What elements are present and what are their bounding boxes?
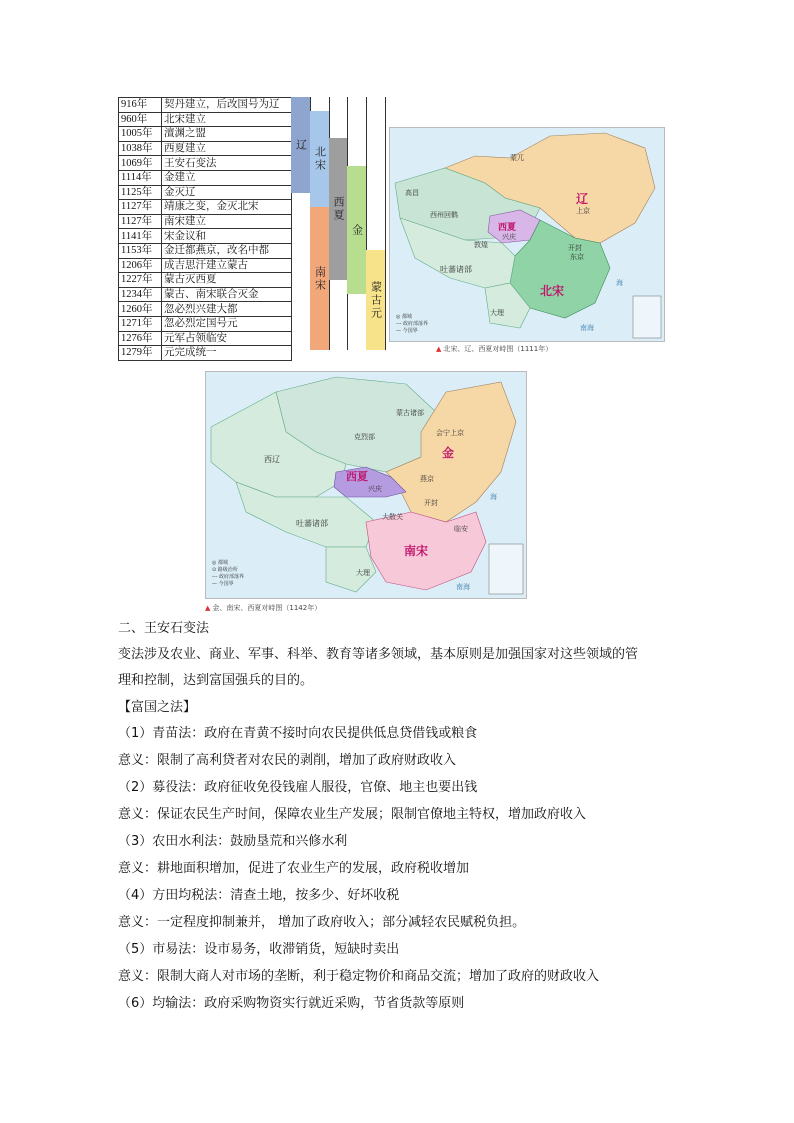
map2-label-nanhai: 南海 (456, 583, 470, 591)
map2-label-tubo: 吐蕃诸部 (296, 519, 328, 528)
line-2: 意义：限制了高利贷者对农民的剥削，增加了政府财政收入 (118, 753, 457, 768)
bar-beisong: 北宋 (310, 111, 329, 207)
timeline-event: 元完成统一 (162, 346, 292, 361)
timeline-year: 1153年 (119, 243, 162, 258)
map1-label-xizhou: 西州回鹘 (430, 211, 458, 219)
timeline-event: 西夏建立 (162, 141, 292, 156)
timeline-row (119, 214, 292, 229)
map1-label-dongjing: 东京 (570, 253, 584, 261)
timeline-event: 忽必烈兴建大都 (162, 302, 292, 317)
timeline-row (119, 98, 292, 113)
timeline-row (119, 287, 292, 302)
line-11: （6）均输法：政府采购物资实行就近采购，节省货款等原则 (118, 996, 465, 1011)
map1-label-hai: 海 (616, 279, 623, 287)
line-6: 意义：耕地面积增加，促进了农业生产的发展，政府税收增加 (118, 861, 470, 876)
timeline-event: 契丹建立，后改国号为辽 (162, 98, 292, 113)
timeline-year: 1227年 (119, 273, 162, 288)
map1-label-beisong: 北宋 (540, 284, 565, 298)
timeline-year: 1114年 (119, 170, 162, 185)
map-northern-song (389, 127, 665, 342)
line-3: （2）募役法：政府征收免役钱雇人服役，官僚、地主也要出钱 (118, 780, 478, 795)
map1-legend: ◎ 都城 --- 政府部落界 — 今国界 (396, 314, 429, 334)
timeline-event: 金迁都燕京，改名中都 (162, 243, 292, 258)
timeline-event: 金灭辽 (162, 185, 292, 200)
timeline-row (119, 331, 292, 346)
map1-label-xingqing: 兴庆 (502, 233, 516, 241)
map1-caption: ▲ 北宋、辽、西夏对峙图（1111年） (436, 345, 553, 353)
bar-jin: 金 (347, 166, 366, 294)
timeline-event: 靖康之变，金灭北宋 (162, 200, 292, 215)
timeline-year: 1279年 (119, 346, 162, 361)
timeline-event: 忽必烈定国号元 (162, 316, 292, 331)
timeline-year: 1276年 (119, 331, 162, 346)
line-10: 意义：限制大商人对市场的垄断，利于稳定物价和商品交流；增加了政府的财政收入 (118, 969, 600, 984)
map2-label-mengu: 蒙古诸部 (396, 409, 424, 417)
map-southern-song-drawing (206, 372, 526, 598)
timeline-event: 成吉思汗建立蒙古 (162, 258, 292, 273)
map1-label-dunhuang: 敦煌 (474, 241, 488, 249)
timeline-row (119, 346, 292, 361)
timeline-row (119, 316, 292, 331)
map1-label-mengwu: 蒙兀 (510, 154, 524, 162)
timeline-event: 南宋建立 (162, 214, 292, 229)
map1-label-dali: 大理 (490, 309, 504, 317)
subheading: 【富国之法】 (118, 700, 197, 715)
map1-label-shangjing: 上京 (576, 207, 590, 215)
timeline-event: 金建立 (162, 170, 292, 185)
line-5: （3）农田水利法：鼓励垦荒和兴修水利 (118, 834, 348, 849)
intro-line-2: 理和控制，达到富国强兵的目的。 (118, 673, 314, 688)
timeline-row (119, 229, 292, 244)
timeline-row (119, 141, 292, 156)
timeline-row (119, 127, 292, 142)
map2-label-nansong: 南宋 (404, 544, 429, 558)
map2-label-linan: 临安 (454, 525, 468, 533)
timeline-row (119, 243, 292, 258)
timeline-year: 1234年 (119, 287, 162, 302)
line-4: 意义：保证农民生产时间，保障农业生产发展；限制官僚地主特权，增加政府收入 (118, 807, 587, 822)
map2-label-xixia: 西夏 (346, 470, 368, 483)
timeline-year: 1271年 (119, 316, 162, 331)
bar-mengyuan: 蒙古元 (366, 250, 385, 350)
map2-legend: ◎ 都城 ⊙ 路级治所 --- 政府部落界 — 今国界 (212, 560, 245, 587)
timeline-year: 1141年 (119, 229, 162, 244)
dynasty-bars (291, 97, 385, 350)
timeline-year: 1127年 (119, 214, 162, 229)
map2-label-xiliao: 西辽 (264, 455, 280, 464)
map1-label-gaochang: 高昌 (405, 189, 419, 197)
timeline-event: 蒙古、南宋联合灭金 (162, 287, 292, 302)
timeline-row (119, 112, 292, 127)
timeline-table (118, 97, 292, 361)
map1-label-nanhai: 南海 (580, 324, 594, 332)
map2-label-xingqing: 兴庆 (368, 485, 382, 493)
timeline-year: 1069年 (119, 156, 162, 171)
map2-label-hai: 海 (490, 493, 497, 501)
timeline-year: 960年 (119, 112, 162, 127)
timeline-event: 澶渊之盟 (162, 127, 292, 142)
timeline-row (119, 156, 292, 171)
map1-label-kaifeng: 开封 (568, 244, 582, 252)
line-8: 意义：一定程度抑制兼并， 增加了政府收入；部分减轻农民赋税负担。 (118, 915, 526, 930)
timeline-row (119, 273, 292, 288)
map2-label-kelie: 克烈部 (354, 433, 375, 441)
map1-label-liao: 辽 (576, 192, 589, 206)
timeline-row (119, 302, 292, 317)
timeline-year: 1206年 (119, 258, 162, 273)
section-heading: 二、王安石变法 (118, 621, 210, 636)
line-1: （1）青苗法：政府在青黄不接时向农民提供低息贷借钱或粮食 (118, 726, 478, 741)
timeline-row (119, 200, 292, 215)
map2-label-shangjing: 会宁上京 (436, 429, 464, 437)
map2-label-yanjing: 燕京 (420, 475, 434, 483)
bar-liao: 辽 (291, 97, 310, 193)
bar-xixia: 西夏 (329, 138, 347, 280)
map2-caption: ▲ 金、南宋、西夏对峙图（1142年） (205, 604, 322, 612)
timeline-event: 蒙古灭西夏 (162, 273, 292, 288)
line-7: （4）方田均税法：清查土地，按多少、好坏收税 (118, 888, 400, 903)
timeline-row (119, 170, 292, 185)
map2-label-dali: 大理 (356, 569, 370, 577)
timeline-year: 1260年 (119, 302, 162, 317)
timeline-year: 1038年 (119, 141, 162, 156)
timeline-year: 1005年 (119, 127, 162, 142)
timeline-event: 王安石变法 (162, 156, 292, 171)
timeline-row (119, 258, 292, 273)
timeline-year: 1125年 (119, 185, 162, 200)
map2-label-kaifeng: 开封 (424, 499, 438, 507)
line-9: （5）市易法：设市易务，收滞销货，短缺时卖出 (118, 942, 400, 957)
timeline-row (119, 185, 292, 200)
timeline-event: 元军占领临安 (162, 331, 292, 346)
timeline-event: 北宋建立 (162, 112, 292, 127)
timeline-year: 1127年 (119, 200, 162, 215)
map1-label-tubo: 吐蕃诸部 (440, 265, 472, 274)
map-northern-song-drawing (390, 128, 664, 341)
map-southern-song (205, 371, 527, 599)
map2-label-jin: 金 (442, 446, 455, 460)
intro-line-1: 变法涉及农业、商业、军事、科举、教育等诸多领域，基本原则是加强国家对这些领域的管 (118, 647, 639, 662)
timeline-year: 916年 (119, 98, 162, 113)
map1-label-xixia: 西夏 (498, 223, 517, 233)
map2-label-dasanguan: 大散关 (382, 513, 403, 521)
bar-nansong: 南宋 (310, 207, 329, 350)
timeline-event: 宋金议和 (162, 229, 292, 244)
